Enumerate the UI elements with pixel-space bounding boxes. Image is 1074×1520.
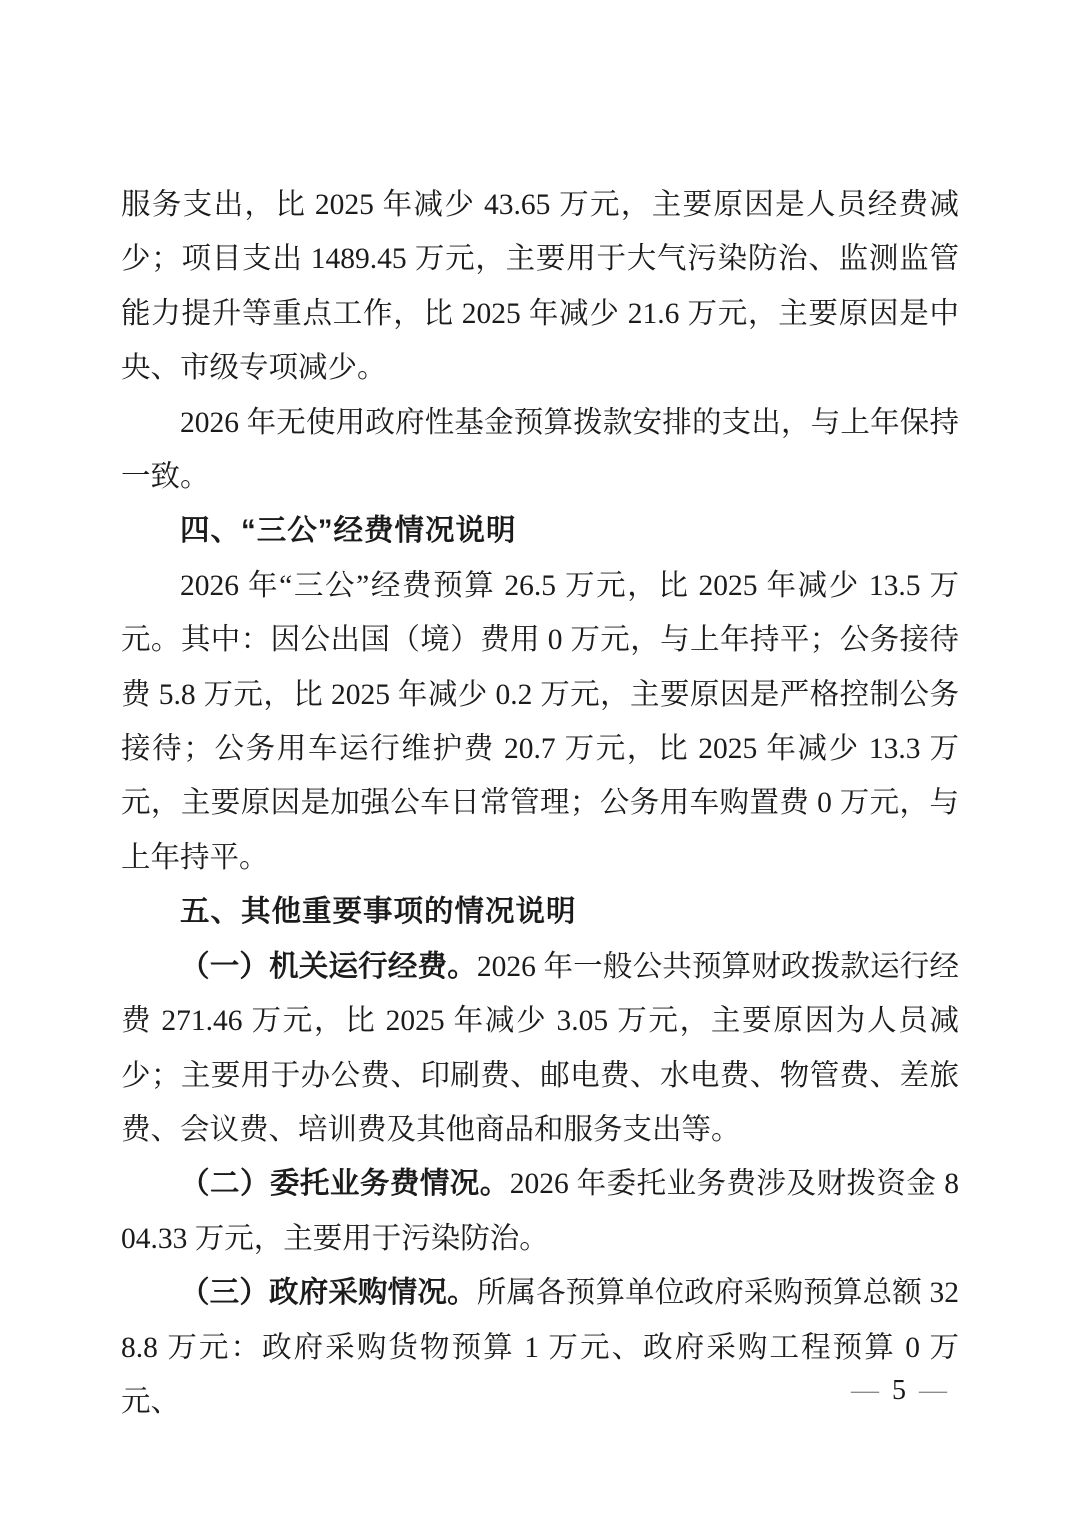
- page-number-left-dash: —: [851, 1375, 879, 1406]
- page-number-right-dash: —: [919, 1375, 947, 1406]
- paragraph-expenditure-continuation: 服务支出，比 2025 年减少 43.65 万元，主要原因是人员经费减少；项目支出 1489.45 万元，主要用于大气污染防治、监测监管能力提升等重点工作，比 2025 年减少 21.6 万元，主要原因是中央、市级专项减少。: [121, 189, 959, 385]
- paragraph-text-government-procurement: 所属各预算单位政府采购预算总额 328.8 万元：政府采购货物预算 1 万元、政府采购工程预算 0 万元、: [121, 1277, 959, 1418]
- paragraph-lead-in-entrusted-business-fees: （二）委托业务费情况。: [180, 1168, 510, 1201]
- paragraph-text-entrusted-business-fees: 2026 年委托业务费涉及财拨资金 804.33 万元，主要用于污染防治。: [121, 1168, 959, 1255]
- paragraph-government-fund-budget: 2026 年无使用政府性基金预算拨款安排的支出，与上年保持一致。: [121, 406, 959, 494]
- section-heading-three-public-expenses: 四、“三公”经费情况说明: [180, 514, 517, 548]
- document-body: [121, 178, 959, 1429]
- paragraph-agency-operating-funds: [121, 940, 959, 1158]
- paragraph-three-public-expenses-detail: 2026 年“三公”经费预算 26.5 万元，比 2025 年减少 13.5 万元。其中：因公出国（境）费用 0 万元，与上年持平；公务接待费 5.8 万元，比 2025 年减少 0.2 万元，主要原因是严格控制公务接待；公务用车运行维护费 20.7 万元，比 2025 年减少 13.3 万元，主要原因是加强公车日常管理；公务用车购置费 0 万元，与上年持平。: [121, 569, 959, 874]
- paragraph-lead-in-government-procurement: （三）政府采购情况。: [180, 1277, 477, 1310]
- paragraph-entrusted-business-fees: [121, 1157, 959, 1266]
- paragraph-government-procurement: [121, 1266, 959, 1429]
- paragraph-lead-in-agency-operating-funds: （一）机关运行经费。: [180, 950, 477, 983]
- section-heading-other-important-matters: 五、其他重要事项的情况说明: [180, 895, 577, 929]
- paragraph-text-agency-operating-funds: 2026 年一般公共预算财政拨款运行经费 271.46 万元，比 2025 年减少 3.05 万元，主要原因为人员减少；主要用于办公费、印刷费、邮电费、水电费、物管费、差旅费、会议费、培训费及其他商品和服务支出等。: [121, 950, 959, 1146]
- page-number-value: 5: [892, 1375, 906, 1406]
- page-number: [851, 1376, 947, 1406]
